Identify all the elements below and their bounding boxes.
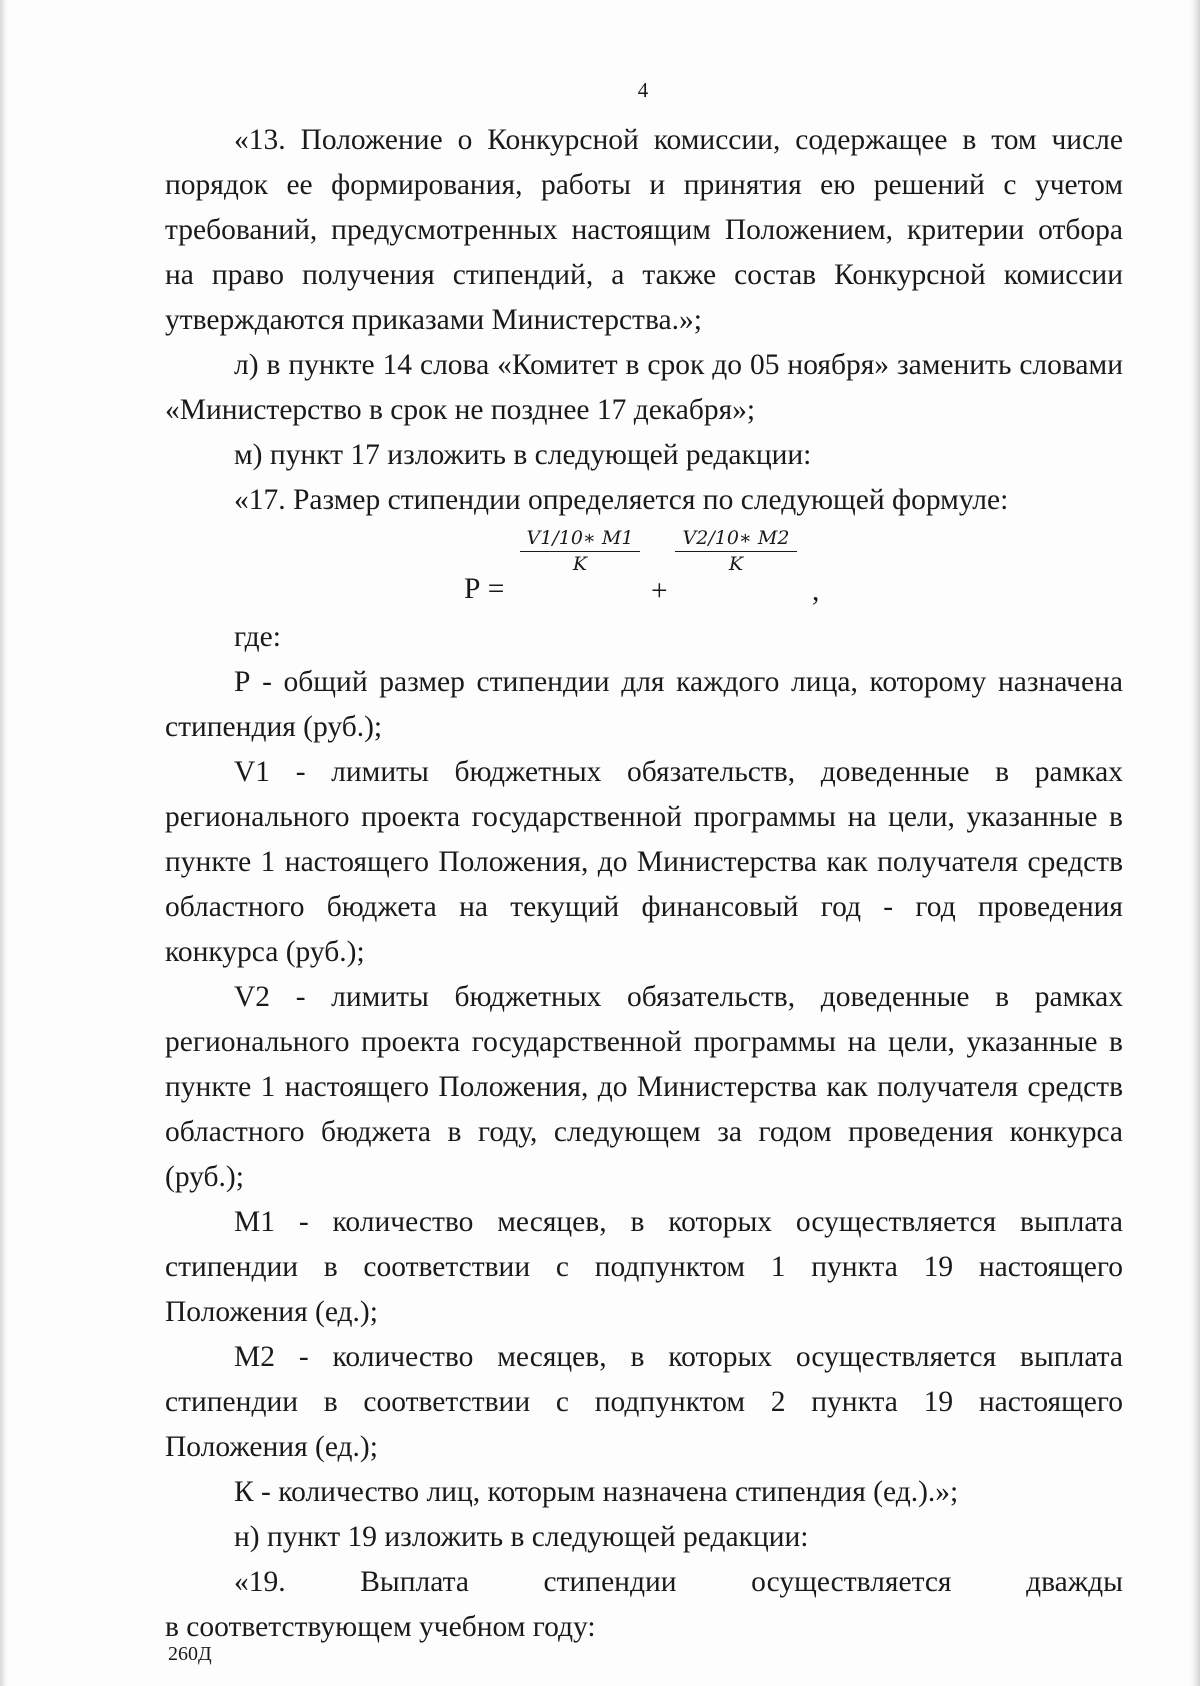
- formula-fraction-2: [675, 525, 797, 576]
- fraction-1-numerator: V1/10∗ M1: [520, 525, 640, 552]
- formula-fraction-1: [520, 525, 640, 576]
- p19-word-5: дважды: [1026, 1566, 1123, 1598]
- paragraph-19-tail: в соответствующем учебном году:: [165, 1611, 596, 1643]
- scan-edge-left: [0, 0, 8, 1686]
- formula-comma: ,: [812, 575, 820, 607]
- paragraph-where: где:: [234, 621, 281, 653]
- paragraph-19-first-line: [165, 1560, 1123, 1605]
- formula-lhs: Р =: [464, 573, 505, 605]
- fraction-1-denominator: K: [572, 553, 588, 575]
- document-body: [165, 118, 1123, 1650]
- scan-edge-right: [1190, 0, 1200, 1686]
- paragraph-l: л) в пункте 14 слова «Комитет в срок до 05 ноября» заменить словами «Министерство в срок не позднее 17 декабря»;: [165, 349, 1123, 426]
- paragraph-m: м) пункт 17 изложить в следующей редакции:: [234, 439, 812, 471]
- definition-m1: M1 - количество месяцев, в которых осуществляется выплата стипендии в соответствии с подпунктом 1 пункта 19 настоящего Положения (ед.);: [165, 1206, 1123, 1328]
- p19-word-4: осуществляется: [751, 1566, 952, 1598]
- footer-document-code: 260Д: [168, 1643, 212, 1665]
- formula-plus: +: [651, 575, 668, 607]
- p19-word-1: «19.: [234, 1566, 286, 1598]
- definition-p: Р - общий размер стипендии для каждого лица, которому назначена стипендия (руб.);: [165, 666, 1123, 743]
- definition-m2: M2 - количество месяцев, в которых осуществляется выплата стипендии в соответствии с подпунктом 2 пункта 19 настоящего Положения (ед.);: [165, 1341, 1123, 1463]
- page-number: 4: [637, 78, 649, 102]
- definition-k: К - количество лиц, которым назначена стипендия (ед.).»;: [234, 1476, 959, 1508]
- scholarship-formula: [165, 525, 1123, 615]
- definition-v1: V1 - лимиты бюджетных обязательств, доведенные в рамках регионального проекта государственной программы на цели, указанные в пункте 1 настоящего Положения, до Министерства как получателя средств областного бюджета на текущий финансовый год - год проведения конкурса (руб.);: [165, 756, 1123, 968]
- fraction-2-numerator: V2/10∗ M2: [675, 525, 797, 552]
- fraction-2-denominator: K: [728, 553, 744, 575]
- paragraph-n: н) пункт 19 изложить в следующей редакции:: [234, 1521, 809, 1553]
- p19-word-2: Выплата: [360, 1566, 469, 1598]
- paragraph-17: «17. Размер стипендии определяется по следующей формуле:: [234, 484, 1009, 516]
- definition-v2: V2 - лимиты бюджетных обязательств, доведенные в рамках регионального проекта государственной программы на цели, указанные в пункте 1 настоящего Положения, до Министерства как получателя средств областного бюджета в году, следующем за годом проведения конкурса (руб.);: [165, 981, 1123, 1193]
- paragraph-13: «13. Положение о Конкурсной комиссии, содержащее в том числе порядок ее формирования, работы и принятия ею решений с учетом требований, предусмотренных настоящим Положением, критерии отбора на право получения стипендий, а также состав Конкурсной комиссии утверждаются приказами Министерства.»;: [165, 124, 1123, 336]
- p19-word-3: стипендии: [543, 1566, 677, 1598]
